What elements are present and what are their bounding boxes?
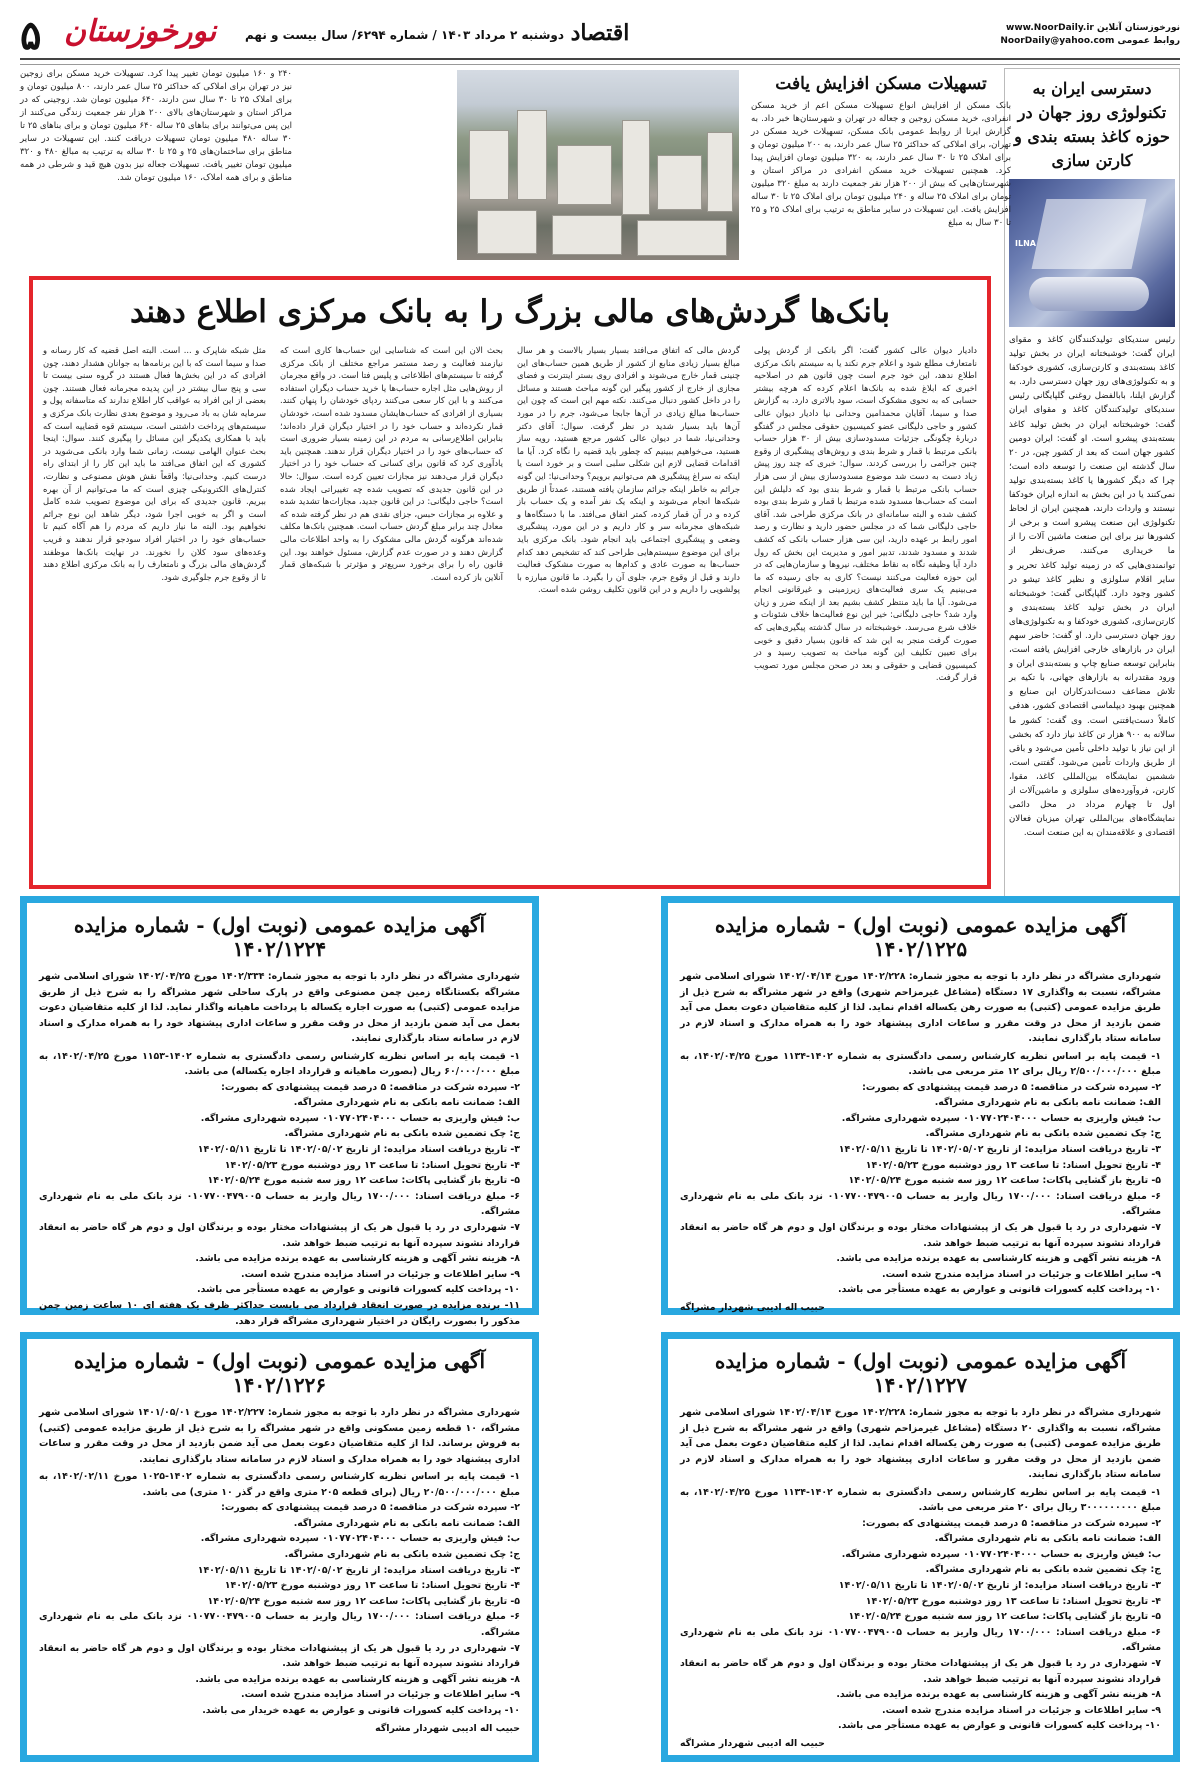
factory-photo (1009, 179, 1175, 327)
ad-term: ۴- تاریخ تحویل اسناد: تا ساعت ۱۳ روز دوشنبه مورخ ۱۴۰۲/۰۵/۲۳ (865, 1159, 1161, 1171)
main-column-4: مثل شبکه شاپرک و ... است. البته اصل قضیه که کار رسانه و صدا و سیما است که با این برنامه‌ها به جوانان هشدار دهند، چون افرادی که در این بخش‌ها فعال هستند در گروه سنی بیست تا سی و پنج سال بیشتر در این پدیده مجرمانه فعال هستند. چون بعضی از این افراد به عواقب کار اطلاع ندارند که متاسفانه پول و سرمایه شان به باد می‌رود و موضوع بعدی نظارت بانک مرکزی و سیستم‌های پرداخت داشتنی است، سیستم قوه قضاییه است که باید با همکاری یکدیگر این مسائل را پیگیری کنند. سوال: اینجا بحث عنوان الهامی نیست، زمانی شما وارد بانکی می‌شوید در کشوری که این اتفاق می‌افتد ما باید این کار را از ابتدای راه درست کنیم. وحدانی‌نیا: واقعاً نقش هوش مصنوعی و نظارت، کنترل‌های الکترونیکی چیزی است که ما می‌توانیم از آن بهره ببریم. قانون جدیدی که برای این موضوع تصویب شده کامل است و اگر به خوبی اجرا شود، دیگر شاهد این نوع جرائم نخواهیم بود. البته ما نیاز داریم که مردم را هم آگاه کنیم تا حساب‌های خود را در اختیار افراد سودجو قرار ندهند و فریب وعده‌های سود کلان را نخورند. در نهایت بانک‌ها موظفند گردش‌های مالی بزرگ و نامتعارف را به بانک مرکزی اطلاع دهند تا از وقوع جرم جلوگیری شود. (43, 345, 266, 582)
page-number: ۵ (20, 12, 42, 59)
ad-term: ۹- سایر اطلاعات و جزئیات در اسناد مزایده مندرج شده است. (882, 1704, 1161, 1716)
ad-term: الف: ضمانت نامه بانکی به نام شهرداری مشراگه. (293, 1517, 520, 1529)
ad-title: آگهی مزایده عمومی (نوبت اول) - شماره مزایده ۱۴۰۲/۱۲۲۴ (73, 913, 486, 961)
ad-term: الف: ضمانت نامه بانکی به نام شهرداری مشراگه. (934, 1533, 1161, 1545)
tender-ad-1224 (20, 896, 539, 1327)
ad-term: ۴- تاریخ تحویل اسناد: تا ساعت ۱۳ روز دوشنبه مورخ ۱۴۰۲/۰۵/۲۳ (224, 1580, 520, 1592)
ad-term: الف: ضمانت نامه بانکی به نام شهرداری مشراگه. (934, 1097, 1161, 1109)
ad-term: ۱۱- برنده مزایده در صورت انعقاد قرارداد می بایست حداکثر ظرف یک هفته ای ۱۰ ساعت زمین چمن مذکور را بصورت رایگان در اختیار شهرداری مشراگه قرار دهد. (39, 1300, 520, 1327)
newspaper-logo: نورخوزستان (64, 14, 217, 49)
sidebar-story (1004, 68, 1180, 914)
ad-title: آگهی مزایده عمومی (نوبت اول) - شماره مزایده ۱۴۰۲/۱۲۲۶ (73, 1349, 486, 1397)
ad-term: ۲- سپرده شرکت در مناقصه: ۵ درصد قیمت پیشنهادی که بصورت: (221, 1502, 520, 1514)
ad-term: ۴- تاریخ تحویل اسناد: تا ساعت ۱۳ روز دوشنبه مورخ ۱۴۰۲/۰۵/۲۳ (865, 1595, 1161, 1607)
section-title: اقتصاد (570, 20, 630, 46)
main-story (29, 276, 991, 889)
ad-term: ۵- تاریخ باز گشایی پاکات: ساعت ۱۲ روز سه شنبه مورخ ۱۴۰۲/۰۵/۲۴ (848, 1175, 1161, 1187)
ad-term: ۸- هزینه نشر آگهی و هزینه کارشناسی به عهده برنده مزایده می باشد. (195, 1253, 520, 1265)
ad-term: ۳- تاریخ دریافت اسناد مزایده: از تاریخ ۱۴۰۲/۰۵/۰۲ تا تاریخ ۱۴۰۲/۰۵/۱۱ (838, 1580, 1161, 1592)
tender-ad-1226 (20, 1332, 539, 1762)
ad-term: ۵- تاریخ باز گشایی پاکات: ساعت ۱۲ روز سه شنبه مورخ ۱۴۰۲/۰۵/۲۴ (207, 1175, 520, 1187)
ad-term: ۹- سایر اطلاعات و جزئیات در اسناد مزایده مندرج شده است. (882, 1268, 1161, 1280)
main-headline[interactable]: بانک‌ها گردش‌های مالی بزرگ را به بانک مرکزی اطلاع دهند (130, 294, 890, 330)
paper-roll-shape (1029, 277, 1149, 311)
site-email[interactable]: NoorDaily@yahoo.com روابط عمومی (1000, 36, 1180, 46)
ad-term: ۶- مبلغ دریافت اسناد: ۱۷۰۰/۰۰۰ ریال واریز به حساب ۰۱۰۷۷۰۰۴۷۹۰۰۵ نزد بانک ملی به نام شهرداری مشراگه. (680, 1626, 1161, 1654)
ad-term: ۲- سپرده شرکت در مناقصه: ۵ درصد قیمت پیشنهادی که بصورت: (862, 1081, 1161, 1093)
ad-signature: حبیب اله ادیبی شهردار مشراگه (375, 1722, 520, 1734)
housing-column-1 (751, 68, 1011, 230)
ad-title: آگهی مزایده عمومی (نوبت اول) - شماره مزایده ۱۴۰۲/۱۲۲۵ (714, 913, 1127, 961)
ad-terms-list (39, 1049, 520, 1330)
ad-term: ۹- سایر اطلاعات و جزئیات در اسناد مزایده مندرج شده است. (241, 1689, 520, 1701)
ad-term: ۶- مبلغ دریافت اسناد: ۱۷۰۰/۰۰۰ ریال واریز به حساب ۰۱۰۷۷۰۰۴۷۹۰۰۵ نزد بانک ملی به نام شهرداری مشراگه. (680, 1190, 1161, 1218)
housing-text-1: بانک مسکن از افزایش انواع تسهیلات مسکن اعم از خرید مسکن انفرادی، خرید مسکن زوجین و جعاله در تهران و شهرستان‌ها خبر داد. به گزارش ایرنا از روابط عمومی بانک مسکن، تسهیلات خرید مسکن در تهران، برای املاکی که حداکثر ۲۵ سال عمر دارند، به ۲۰۰ میلیون تومان و برای املاک ۲۵ تا ۳۰ سال عمر دارند، به ۳۲۰ میلیون تومان افزایش پیدا کرد. همچنین تسهیلات خرید مسکن انفرادی در مراکز استان و شهرستان‌هایی که بیش از ۲۰۰ هزار نفر جمعیت دارند به مبلغ ۳۲۰ میلیون تومان برای املاک ۲۵ ساله و ۲۴۰ میلیون تومان برای املاک ۲۵ تا ۳۰ ساله افزایش یافت. این تسهیلات در سایر مناطق به ترتیب برای املاک ۲۵ و ۲۵ تا ۳۰ سال به مبلغ (751, 101, 1011, 228)
ad-term: ج: چک تضمین شده بانکی به نام شهرداری مشراگه. (284, 1128, 520, 1140)
ad-term: ۳- تاریخ دریافت اسناد مزایده: از تاریخ ۱۴۰۲/۰۵/۰۲ تا تاریخ ۱۴۰۲/۰۵/۱۱ (197, 1144, 520, 1156)
sidebar-headline[interactable]: دسترسی ایران به تکنولوژی روز جهان در حوزه کاغذ بسته بندی و کارتن سازی (1014, 79, 1170, 170)
site-url[interactable]: www.NoorDaily.ir نورخوزستان آنلاین (1006, 23, 1180, 33)
ad-term: ۱۰- پرداخت کلیه کسورات قانونی و عوارض به عهده مستأجر می باشد. (838, 1720, 1161, 1732)
ad-term: ج: چک تضمین شده بانکی به نام شهرداری مشراگه. (925, 1564, 1161, 1576)
photo-agency-label: ILNA (1015, 239, 1036, 248)
main-column-1: دادیار دیوان عالی کشور گفت: اگر بانکی از گردش پولی نامتعارف مطلع شود و اعلام جرم نکند یا به سیستم بانک مرکزی اطلاع ندهد، این خود جرم است چون قانون هم در اصلاحیه اخیری که ابلاغ شده به بانک‌ها اعلام کرده که هرچه بیشتر حسابی که به نحوی مشکوک است، سود بالاتری دارد. به گزارش صدا و سیما، آقایان محمدامین وحدانی نیا دادیار دیوان عالی کشور و حاجی دلیگانی عضو کمیسیون حقوقی مجلس در گفتگو دربارهٔ چگونگی جزئیات مسدودسازی بیش از ۳۰ هزار حساب بانکی مرتبط با قمار و شرط بندی و روش‌های پیشگیری از وقوع چنین جرائمی را بررسی کردند. سوال: خبری که چند روز پیش زیاد دست به دست شد موضوع مسدودسازی بیش از سی هزار حساب بانکی مرتبط با قمار و شرط بندی بود که دلیلش این است که حساب‌ها مسدود شده مرتبط با قمار و شرط بندی بوده کشف شده و البته سامانه‌ای در بانک مرکزی طراحی شد. آقای حاجی دلیگانی شما که در مجلس حضور دارید و نظارت و رصد امور رابط بر عهده دارید، این سی هزار حساب بانکی که کشف شدند و مسدود شدند، تدبیر امور و مدیریت این بخش که رول دارد آیا وظیفه نگاه به نقاط مختلف، نیروها و سازمان‌هایی که در این حوزه فعالیت می‌کنند نیست؟ کاری به جای رسیده که ما می‌بینیم یک سری فعالیت‌های زیرزمینی و غیرقانونی انجام می‌شود. آیا ما باید منتظر کشف بشیم بعد از اینکه ضرر و زیان وارد شد؟ حاجی دلیگانی: خیر این نوع فعالیت‌ها خلاف شئونات و خلاف شرع می‌رسد. خوشبختانه در سال گذشته پیگیری‌هایی که صورت گرفت منجر به این شد که قانون بسیار دقیق و خوبی برای تعیین تکلیف این گونه مباحث به تصویب رسید و در کمیسیون قضایی و حقوقی و بعد در صحن مجلس مورد تصویب قرار گرفت. (754, 345, 977, 683)
ad-intro: شهرداری مشراگه در نظر دارد با توجه به مجوز شماره: ۱۴۰۲/۲۲۸ مورخ ۱۴۰۲/۰۴/۱۴ شورای اسلامی شهر مشراگه، نسبت به واگذاری ۱۷ دستگاه (مشاغل غیرمزاحم شهری) واقع در شهر مشراگه به شرح ذیل از طریق مزایده عمومی (کتبی) به صورت رهن یکساله اقدام نماید. لذا از کلیه متقاضیان دعوت بعمل می آید ضمن بازدید از محل در وقت مقرر و ساعات اداری پیشنهاد خود را به همراه مدارک و اسناد لازم در سامانه ستاد بارگذاری نمایند. (680, 971, 1161, 1044)
ad-term: الف: ضمانت نامه بانکی به نام شهرداری مشراگه. (293, 1097, 520, 1109)
paper-sheet-shape (1032, 199, 1147, 269)
ad-term: ۷- شهرداری در رد یا قبول هر یک از پیشنهادات مختار بوده و برندگان اول و دوم هر گاه حاضر به انعقاد قرارداد نشوند سپرده آنها به ترتیب ضبط خواهد شد. (680, 1658, 1161, 1685)
ad-term: ۱- قیمت پایه بر اساس نظریه کارشناس رسمی دادگستری به شماره ۱۴۰۲-۱۱۵۳ مورخ ۱۴۰۲/۰۴/۲۵، به مبلغ ۶۰/۰۰۰/۰۰۰ ریال (بصورت ماهیانه و قرارداد اجاره یکساله) می باشد. (39, 1050, 520, 1078)
sidebar-body: رئیس سندیکای تولیدکنندگان کاغذ و مقوای ایران گفت: خوشبختانه ایران در بخش تولید کاغذ بسته‌بندی و کارتن‌سازی، کشوری خودکفا و به تکنولوژی‌های روز جهان دسترسی دارد. به گزارش ایلنا، بابالفضل روغنی گلپایگانی رئیس سندیکای تولیدکنندگان کاغذ و مقوای ایران گفت: خوشبختانه ایران در بخش تولید کاغذ بسته‌بندی پیشرو است. او گفت: ایران دومین کشور جهان است که بعد از کشور چین، در ۲۰ سال گذشته این صنعت را توسعه داده است؛ چرا که دیگر کشورها یا کاغذ بسته‌بندی تولید نمی‌کنند یا در این بخش به اندازه ایران خودکفا نیستند و واردات دارند، همچنین ایران از لحاظ تکنولوژی این صنعت پیشرو است و برخی از کشورها نیز برای این صنعت ماشین آلات را از ما خریداری می‌کنند. صرف‌نظر از توانمندی‌هایی که در زمینه تولید کاغذ تحریر و سایر اقلام سلولزی و نظیر کاغذ تیشو در کشور وجود دارد. گلپایگانی گفت: خوشبختانه ایران در بخش تولید کاغذ بسته‌بندی و کارتن‌سازی، کشوری خودکفا و به تکنولوژی‌های روز جهان دسترسی دارد. او گفت: حاضر سهم ایران در بازارهای خارجی افزایش یافته است، بنابراین توسعه صنایع چاپ و بسته‌بندی ایران و ورود مقتدرانه به بازارهای جهانی، با تکیه بر تلاش مضاعف دست‌اندرکاران این صنایع و همچنین بهبود دیپلماسی اقتصادی کشور، هدفی کاملاً دست‌یافتنی است. وی گفت: کشور ما سالانه به ۹۰۰ هزار تن کاغذ نیاز دارد که بخشی از این نیاز با تولید داخلی تأمین می‌شود و باقی از طریق واردات تأمین می‌شود. گفتنی است، ششمین نمایشگاه بین‌المللی کاغذ، مقوا، کارتن، فروآورده‌های سلولزی و ماشین‌آلات از اول تا چهارم مرداد در محل دائمی نمایشگاه‌های بین‌المللی تهران میزبان فعالان اقتصادی و علاقه‌مندان به این صنعت است. (1009, 335, 1176, 839)
ad-term: ۴- تاریخ تحویل اسناد: تا ساعت ۱۳ روز دوشنبه مورخ ۱۴۰۲/۰۵/۲۳ (224, 1159, 520, 1171)
ad-intro: شهرداری مشراگه در نظر دارد با توجه به مجوز شماره: ۱۴۰۲/۳۳۴ مورخ ۱۴۰۲/۰۴/۲۵ شورای اسلامی شهر مشراگه بکستانگاه زمین چمن مصنوعی واقع در پارک ساحلی شهر مشراگه را به شرح ذیل از طریق مزایده عمومی (کتبی) به صورت اجاره یکساله با پرداخت ماهیانه واگذار نماید. لذا از کلیه متقاضیان دعوت بعمل می آید ضمن بازدید از محل در وقت مقرر و ساعات اداری پیشنهاد خود را به همراه مدارک و اسناد لازم در سامانه ستاد بارگذاری نمایند. (39, 971, 520, 1044)
ad-signature: حبیب اله ادیبی شهردار مشراگه (680, 1302, 825, 1313)
ad-term: ۸- هزینه نشر آگهی و هزینه کارشناسی به عهده برنده مزایده می باشد. (836, 1689, 1161, 1701)
ad-term: ب: فیش واریزی به حساب ۰۱۰۷۷۰۲۴۰۴۰۰۰ سپرده شهرداری مشراگه. (841, 1112, 1161, 1124)
ad-term: ۱۰- پرداخت کلیه کسورات قانونی و عوارض به عهده خریدار می باشد. (202, 1704, 520, 1716)
ad-term: ب: فیش واریزی به حساب ۰۱۰۷۷۰۲۴۰۴۰۰۰ سپرده شهرداری مشراگه. (200, 1112, 520, 1124)
ad-intro: شهرداری مشراگه در نظر دارد با توجه به مجوز شماره: ۱۴۰۲/۲۲۷ مورخ ۱۴۰۱/۰۵/۰۱ شورای اسلامی شهر مشراگه، ۱۰ قطعه زمین مسکونی واقع در شهر مشراگه را به شرح ذیل از طریق مزایده عمومی (کتبی) به فروش برساند. لذا از کلیه متقاضیان دعوت بعمل می آید ضمن بازدید از محل در وقت مقرر و ساعات اداری پیشنهاد خود را به همراه مدارک و اسناد لازم در سامانه ستاد بارگذاری نمایند. (39, 1407, 520, 1465)
housing-text-2: ۲۴۰ و ۱۶۰ میلیون تومان تغییر پیدا کرد. تسهیلات خرید مسکن برای زوجین نیز در تهران برای املاکی که حداکثر ۲۵ سال عمر دارند، ۸۰۰ میلیون تومان و برای املاک ۲۵ تا ۳۰ سال سن دارند، ۶۴۰ میلیون تومان شد. زوجینی که در مراکز استان و شهرستان‌های بالای ۲۰۰ هزار نفر جمعیت زندگی می‌کنند از این پس می‌توانند برای بناهای ۲۵ ساله ۶۴۰ میلیون تومان و برای بناهای ۲۵ تا ۳۰ ساله ۴۸۰ میلیون تومان تسهیلات دریافت کنند. این تسهیلات در سایر مناطق برای ساختمان‌های ۲۵ و ۲۵ تا ۳۰ ساله به ترتیب به مبالغ ۴۸۰ و ۳۲۰ میلیون تومان تغییر یافت. تسهیلات جعاله نیز بدون هیچ قید و شرطی در همه مناطق و برای همه املاک، ۱۶۰ میلیون تومان شد. (20, 69, 293, 183)
ad-term: ۱- قیمت پایه بر اساس نظریه کارشناس رسمی دادگستری به شماره ۱۴۰۲-۱۰۲۵ مورخ ۱۴۰۲/۰۲/۱۱، به مبلغ ۲۰/۵۰۰/۰۰۰/۰۰۰ ریال (برای قطعه ۲۰۵ متری واقع در گذر ۱۰ متری) می باشد. (39, 1471, 520, 1498)
ad-term: ۷- شهرداری در رد یا قبول هر یک از پیشنهادات مختار بوده و برندگان اول و دوم هر گاه حاضر به انعقاد قرارداد نشوند سپرده آنها به ترتیب ضبط خواهد شد. (39, 1222, 520, 1249)
ad-term: ج: چک تضمین شده بانکی به نام شهرداری مشراگه. (925, 1128, 1161, 1140)
ad-term: ب: فیش واریزی به حساب ۰۱۰۷۷۰۲۴۰۴۰۰۰ سپرده شهرداری مشراگه. (200, 1533, 520, 1545)
ad-term: ۶- مبلغ دریافت اسناد: ۱۷۰۰/۰۰۰ ریال واریز به حساب ۰۱۰۷۷۰۰۴۷۹۰۰۵ نزد بانک ملی به نام شهرداری مشراگه. (39, 1190, 520, 1218)
ad-terms-list (680, 1485, 1161, 1735)
ad-term: ۸- هزینه نشر آگهی و هزینه کارشناسی به عهده برنده مزایده می باشد. (195, 1673, 520, 1685)
housing-story (20, 68, 1011, 268)
ad-term: ۷- شهرداری در رد یا قبول هر یک از پیشنهادات مختار بوده و برندگان اول و دوم هر گاه حاضر به انعقاد قرارداد نشوند سپرده آنها به ترتیب ضبط خواهد شد. (39, 1642, 520, 1670)
site-info (1000, 22, 1180, 48)
ad-term: ۱۰- پرداخت کلیه کسورات قانونی و عوارض به عهده مستأجر می باشد. (197, 1284, 520, 1296)
main-column-2: گردش مالی که اتفاق می‌افتد بسیار بسیار بالاست و هر سال مبالغ بسیار زیادی منابع از کشور از طریق همین حساب‌های این چنینی قمار خارج می‌شوند و افرادی روی بستر اینترنت و فضای مجازی از خارج از کشور پیگیر این گونه مباحث هستند و مسائل را در داخل کشور دنبال می‌کنند. نکته مهم این است که چون این حساب‌ها مبالغ زیادی در آن‌ها جابجا می‌شود، جرم را در مورد آن‌ها باید بسیار شدید در نظر گرفت. سوال: آقای دکتر وحدانی‌نیا، شما در دیوان عالی کشور مرجع هستید، رویه ساز هستید، می‌خواهیم ببینیم که چطور باید قضیه را نگاه کرد. آیا ما اقدامات قضایی لازم این شکلی سلبی است و بر خورد است یا اینکه نه سراغ پیشگیری هم می‌توانیم برویم؟ وحدانی‌نیا: این گونه جرائم به خاطر اینکه جرائم سازمان یافته هستند، عمدتاً از طریق شبکه‌ها انجام می‌شوند و اینکه یک نفر آمده و یک حساب باز کرده و در آن قمار کرده، کمتر اتفاق می‌افتد. ما با دستگاه‌ها و شبکه‌های مجرمانه سر و کار داریم و در این مورد، پیشگیری وضعی و پیشگیری اجتماعی باید انجام شود. بانک مرکزی باید برای این موضوع سیستم‌هایی طراحی کند که تشخیص دهد کدام حساب‌ها به صورت عادی و کدام‌ها به صورت مشکوک فعالیت دارند و قبل از وقوع جرم، جلوی آن را بگیرد. ما قانون مبارزه با پولشویی را داریم و در این قانون تکلیف روشن شده است. (517, 345, 740, 595)
ad-term: ج: چک تضمین شده بانکی به نام شهرداری مشراگه. (284, 1548, 520, 1560)
header-rule (20, 64, 1180, 65)
masthead (20, 14, 1180, 60)
housing-headline[interactable]: تسهیلات مسکن افزایش یافت (775, 74, 987, 94)
ad-term: ۵- تاریخ باز گشایی پاکات: ساعت ۱۲ روز سه شنبه مورخ ۱۴۰۲/۰۵/۲۴ (848, 1611, 1161, 1623)
ad-term: ۳- تاریخ دریافت اسناد مزایده: از تاریخ ۱۴۰۲/۰۵/۰۲ تا تاریخ ۱۴۰۲/۰۵/۱۱ (197, 1564, 520, 1576)
main-column-3: بحث الان این است که شناسایی این حساب‌ها کاری است که نیازمند فعالیت و رصد مستمر مراجع مختلف از بانک مرکزی گرفته تا سیستم‌های اطلاعاتی و پلیس فتا است. در واقع مجرمان از روش‌هایی مثل اجاره حساب‌ها یا خرید حساب دیگران استفاده می‌کنند و با این کار سعی می‌کنند ردپای خودشان را پنهان کنند. بسیاری از افرادی که حساب‌هایشان مسدود شده است، خودشان قمار نکرده‌اند و حساب خود را در اختیار دیگران قرار داده‌اند؛ بنابراین اطلاع‌رسانی به مردم در این زمینه بسیار ضروری است که حساب‌های خود را در اختیار دیگران قرار ندهند. همچنین باید یادآوری کرد که قانون برای کسانی که حساب خود را در اختیار دیگران قرار می‌دهند نیز مجازات تعیین کرده است. سوال: حالا در این قانون جدیدی که تصویب شده چه تغییراتی ایجاد شده است؟ حاجی دلیگانی: در این قانون جدید، مجازات‌ها تشدید شده و علاوه بر مجازات حبس، جزای نقدی هم در نظر گرفته شده که معادل چند برابر مبلغ گردش حساب است. همچنین بانک‌ها مکلف شده‌اند هرگونه گردش مالی مشکوک را به واحد اطلاعات مالی گزارش دهند و در صورت عدم گزارش، مسئول خواهند بود. این قانون راه را برای برخورد سریع‌تر و مؤثرتر با شبکه‌های قمار آنلاین باز کرده است. (280, 345, 503, 582)
tender-ad-1225 (661, 896, 1180, 1315)
ad-term: ۱۰- پرداخت کلیه کسورات قانونی و عوارض به عهده مستأجر می باشد. (838, 1284, 1161, 1296)
ad-term: ۳- تاریخ دریافت اسناد مزایده: از تاریخ ۱۴۰۲/۰۵/۰۲ تا تاریخ ۱۴۰۲/۰۵/۱۱ (838, 1144, 1161, 1156)
ad-term: ۱- قیمت پایه بر اساس نظریه کارشناس رسمی دادگستری به شماره ۱۴۰۲-۱۱۳۴ مورخ ۱۴۰۲/۰۴/۲۵، به مبلغ ۳۰۰۰۰۰۰۰۰۰ ریال برای ۲۰ متر مربعی می باشد. (680, 1486, 1161, 1514)
city-photo (457, 70, 739, 260)
tender-ad-1227 (661, 1332, 1180, 1762)
main-columns (43, 344, 977, 854)
ad-signature: حبیب اله ادیبی شهردار مشراگه (680, 1738, 825, 1749)
ad-intro: شهرداری مشراگه در نظر دارد با توجه به مجوز شماره: ۱۴۰۲/۲۲۸ مورخ ۱۴۰۲/۰۴/۱۴ شورای اسلامی شهر مشراگه، نسبت به واگذاری ۲۰ دستگاه (مشاغل غیرمزاحم شهری) واقع در شهر مشراگه به شرح ذیل از طریق مزایده عمومی (کتبی) به صورت رهن یکساله اقدام نماید. لذا از کلیه متقاضیان دعوت بعمل می آید ضمن بازدید از محل در وقت مقرر و ساعات اداری پیشنهاد خود را به همراه مدارک و اسناد لازم در سامانه ستاد بارگذاری نمایند. (680, 1407, 1161, 1480)
ad-term: ب: فیش واریزی به حساب ۰۱۰۷۷۰۲۴۰۴۰۰۰ سپرده شهرداری مشراگه. (841, 1548, 1161, 1560)
ad-term: ۶- مبلغ دریافت اسناد: ۱۷۰۰/۰۰۰ ریال واریز به حساب ۰۱۰۷۷۰۰۴۷۹۰۰۵ نزد بانک ملی به نام شهرداری مشراگه. (39, 1611, 520, 1638)
ad-term: ۲- سپرده شرکت در مناقصه: ۵ درصد قیمت پیشنهادی که بصورت: (221, 1081, 520, 1093)
dateline: دوشنبه ۲ مرداد ۱۴۰۳ / شماره ۶۲۹۴/ سال بیست و نهم (245, 28, 564, 42)
ad-terms-list (39, 1469, 520, 1719)
ad-title: آگهی مزایده عمومی (نوبت اول) - شماره مزایده ۱۴۰۲/۱۲۲۷ (714, 1349, 1127, 1397)
ad-term: ۹- سایر اطلاعات و جزئیات در اسناد مزایده مندرج شده است. (241, 1268, 520, 1280)
ad-term: ۱- قیمت پایه بر اساس نظریه کارشناس رسمی دادگستری به شماره ۱۴۰۲-۱۱۳۴ مورخ ۱۴۰۲/۰۴/۲۵، به مبلغ ۲/۵۰۰/۰۰۰/۰۰۰ ریال برای ۱۲ متر مربعی می باشد. (680, 1050, 1161, 1078)
ad-term: ۸- هزینه نشر آگهی و هزینه کارشناسی به عهده برنده مزایده می باشد. (836, 1253, 1161, 1265)
ad-term: ۵- تاریخ باز گشایی پاکات: ساعت ۱۲ روز سه شنبه مورخ ۱۴۰۲/۰۵/۲۴ (207, 1595, 520, 1607)
ad-term: ۷- شهرداری در رد یا قبول هر یک از پیشنهادات مختار بوده و برندگان اول و دوم هر گاه حاضر به انعقاد قرارداد نشوند سپرده آنها به ترتیب ضبط خواهد شد. (680, 1222, 1161, 1249)
ad-term: ۲- سپرده شرکت در مناقصه: ۵ درصد قیمت پیشنهادی که بصورت: (862, 1517, 1161, 1529)
ad-terms-list (680, 1049, 1161, 1299)
